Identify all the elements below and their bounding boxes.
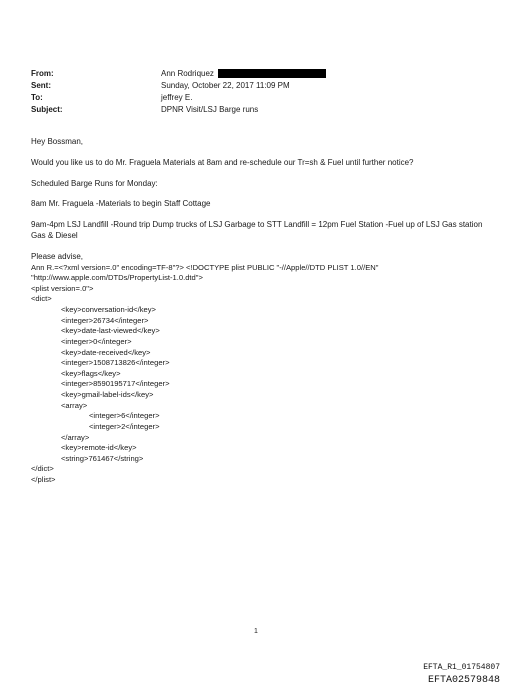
xml-line: <plist version=.0"> — [31, 283, 94, 293]
bates-stamp-secondary: EFTA02579848 — [427, 675, 500, 686]
please-advise: Please advise, — [31, 251, 84, 261]
run-9am: 9am-4pm LSJ Landfill -Round trip Dump trucks of LSJ Garbage to STT Landfill = 12pm Fuel Station -Fuel up of LSJ Gas station Gas & Diesel — [31, 220, 483, 240]
sent-row — [31, 80, 361, 92]
xml-line: <integer>26734</integer> — [61, 315, 149, 325]
sent-value: Sunday, October 22, 2017 11:09 PM — [161, 80, 290, 90]
xml-line: <key>remote-id</key> — [61, 443, 137, 453]
question-paragraph: Would you like us to do Mr. Fraguela Materials at 8am and re-schedule our Tr=sh & Fuel until further notice? — [31, 157, 414, 167]
xml-line: </array> — [61, 432, 90, 442]
greeting: Hey Bossman, — [31, 137, 84, 146]
xml-line: <array> — [61, 400, 88, 410]
redaction-block — [218, 69, 326, 78]
xml-line: <key>date-received</key> — [61, 347, 151, 357]
scheduled-heading: Scheduled Barge Runs for Monday: — [31, 178, 158, 188]
run-8am: 8am Mr. Fraguela -Materials to begin Staff Cottage — [31, 199, 211, 209]
subject-row — [31, 104, 361, 116]
from-value — [161, 69, 326, 80]
xml-line: <integer>6</integer> — [89, 411, 160, 421]
xml-line: <key>conversation-id</key> — [61, 305, 156, 315]
plist-block — [31, 263, 486, 486]
xml-line: </dict> — [31, 464, 54, 474]
sent-label: Sent: — [31, 80, 51, 90]
xml-line: <integer>8590195717</integer> — [61, 379, 170, 389]
to-value: jeffrey E. — [161, 92, 193, 102]
xml-line: </plist> — [31, 475, 56, 485]
xml-line: Ann R.=<?xml version=.0" encoding=TF-8"?> <!DOCTYPE plist PUBLIC "-//Apple//DTD PLIST 1.0//EN" — [31, 262, 379, 272]
subject-label: Subject: — [31, 104, 63, 114]
xml-line: <string>761467</string> — [61, 453, 144, 463]
sender-name: Ann Rodriquez — [161, 68, 214, 78]
subject-value: DPNR Visit/LSJ Barge runs — [161, 104, 259, 114]
email-body — [31, 137, 486, 486]
xml-line: <key>flags</key> — [61, 368, 121, 378]
xml-line: <integer>1508713826</integer> — [61, 358, 170, 368]
xml-line: <integer>2</integer> — [89, 421, 160, 431]
email-header — [31, 68, 361, 116]
xml-line: <integer>0</integer> — [61, 336, 132, 346]
to-row — [31, 92, 361, 104]
xml-line: <key>date-last-viewed</key> — [61, 326, 160, 336]
from-row — [31, 68, 361, 80]
from-label: From: — [31, 68, 54, 78]
page-number: 1 — [254, 628, 258, 635]
xml-line: "http://www.apple.com/DTDs/PropertyList-1.0.dtd"> — [31, 273, 203, 283]
bates-stamp-primary: EFTA_R1_01754807 — [423, 663, 500, 672]
xml-line: <dict> — [31, 294, 52, 304]
xml-line: <key>gmail-label-ids</key> — [61, 390, 154, 400]
to-label: To: — [31, 92, 43, 102]
